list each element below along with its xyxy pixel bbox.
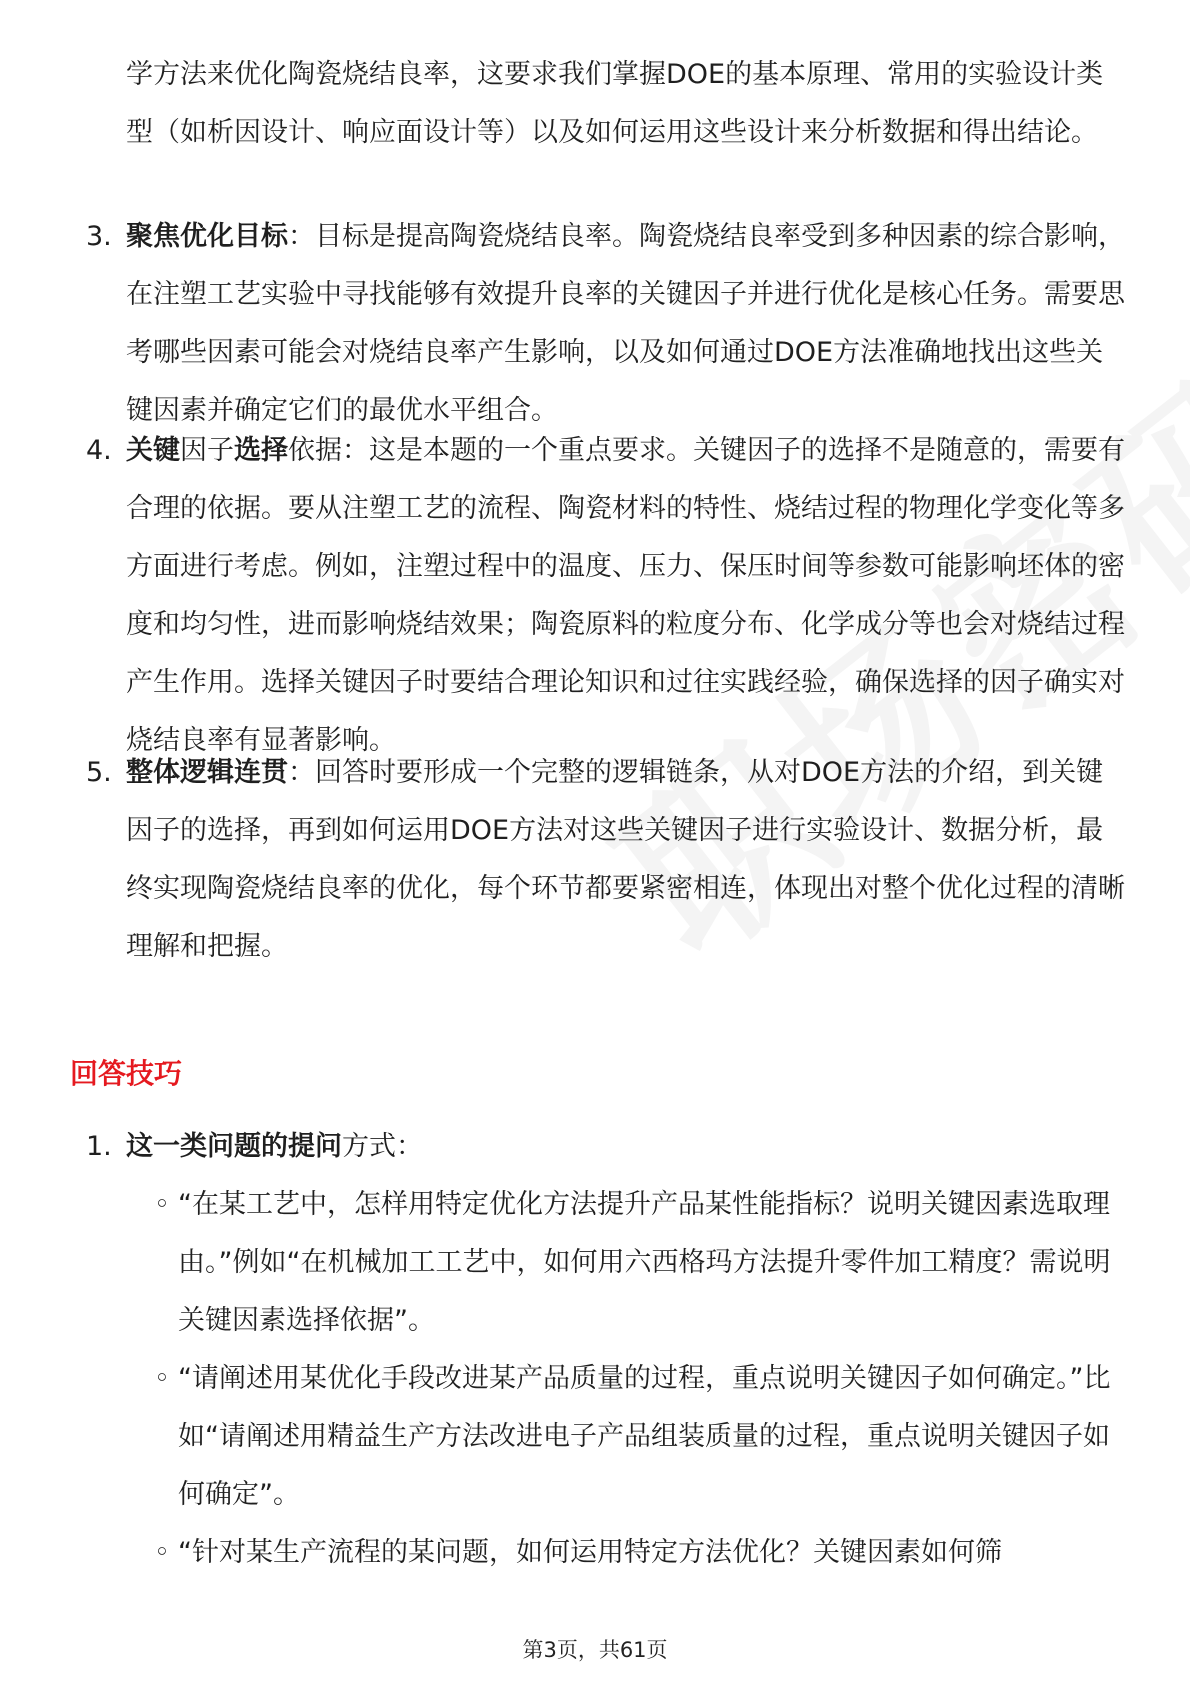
list-item-body (126, 208, 1126, 440)
list-item-body (126, 744, 1126, 976)
bullet-text: “在某工艺中，怎样用特定优化方法提升产品某性能指标？说明关键因素选取理由。”例如“在机械加工工艺中，如何用六西格玛方法提升零件加工精度？需说明关键因素选择依据”。 (178, 1189, 1111, 1336)
tips-title-d: 方式 (342, 1131, 396, 1162)
section-heading: 回答技巧 (70, 1057, 183, 1090)
tips-title-b: 问题的 (207, 1131, 288, 1162)
page-footer: 第3页，共61页 (522, 1638, 668, 1662)
list-number: 3. (86, 221, 112, 252)
hollow-circle-bullet-icon: ◦ (154, 1189, 170, 1220)
list-number: 5. (86, 757, 112, 788)
item-title-b: 因子 (180, 435, 234, 466)
list-number: 4. (86, 435, 112, 466)
list-item-5 (86, 744, 1126, 976)
item-title-d: 依据 (288, 435, 342, 466)
intro-paragraph: 学方法来优化陶瓷烧结良率，这要求我们掌握DOE的基本原理、常用的实验设计类型（如析因设计、响应面设计等）以及如何运用这些设计来分析数据和得出结论。 (126, 59, 1104, 148)
tips-title-c: 提问 (288, 1131, 342, 1162)
item-title-a: 整体 (126, 757, 180, 788)
bullet-text: “请阐述用某优化手段改进某产品质量的过程，重点说明关键因子如何确定。”比如“请阐述用精益生产方法改进电子产品组装质量的过程，重点说明关键因子如何确定”。 (178, 1363, 1111, 1510)
tips-bullet-1 (154, 1176, 1134, 1350)
hollow-circle-bullet-icon: ◦ (154, 1363, 170, 1394)
item-colon: ： (342, 435, 369, 466)
item-title-b: 逻辑 (180, 757, 234, 788)
bullet-text: “针对某生产流程的某问题，如何运用特定方法优化？关键因素如何筛 (178, 1537, 1002, 1568)
item-title-a: 关键 (126, 435, 180, 466)
item-title: 优化目标 (180, 221, 288, 252)
item-colon: ： (288, 221, 315, 252)
item-title-prefix: 聚焦 (126, 221, 180, 252)
tips-title-a: 这一类 (126, 1131, 207, 1162)
item-text: 这是本题的一个重点要求。关键因子的选择不是随意的，需要有合理的依据。要从注塑工艺的流程、陶瓷材料的特性、烧结过程的物理化学变化等多方面进行考虑。例如，注塑过程中的温度、压力、保压时间等参数可能影响坯体的密度和均匀性，进而影响烧结效果；陶瓷原料的粒度分布、化学成分等也会对烧结过程产生作用。选择关键因子时要结合理论知识和过往实践经验，确保选择的因子确实对烧结良率有显著影响。 (126, 435, 1125, 756)
tips-bullet-3 (154, 1524, 1134, 1582)
list-number: 1. (86, 1131, 112, 1162)
tips-colon: ： (396, 1131, 423, 1162)
item-title-c: 选择 (234, 435, 288, 466)
item-title-c: 连贯 (234, 757, 288, 788)
item-text: 回答时要形成一个完整的逻辑链条，从对DOE方法的介绍，到关键因子的选择，再到如何运用DOE方法对这些关键因子进行实验设计、数据分析，最终实现陶瓷烧结良率的优化，每个环节都要紧密相连，体现出对整个优化过程的清晰理解和把握。 (126, 757, 1125, 962)
list-item-3 (86, 208, 1126, 440)
item-text: 目标是提高陶瓷烧结良率。陶瓷烧结良率受到多种因素的综合影响，在注塑工艺实验中寻找能够有效提升良率的关键因子并进行优化是核心任务。需要思考哪些因素可能会对烧结良率产生影响，以及如何通过DOE方法准确地找出这些关键因素并确定它们的最优水平组合。 (126, 221, 1125, 426)
list-item-body (126, 1118, 1126, 1176)
tips-bullet-2 (154, 1350, 1134, 1524)
list-item-4 (86, 422, 1126, 770)
item-colon: ： (288, 757, 315, 788)
hollow-circle-bullet-icon: ◦ (154, 1537, 170, 1568)
list-item-body (126, 422, 1126, 770)
tips-item-1 (86, 1118, 1126, 1176)
